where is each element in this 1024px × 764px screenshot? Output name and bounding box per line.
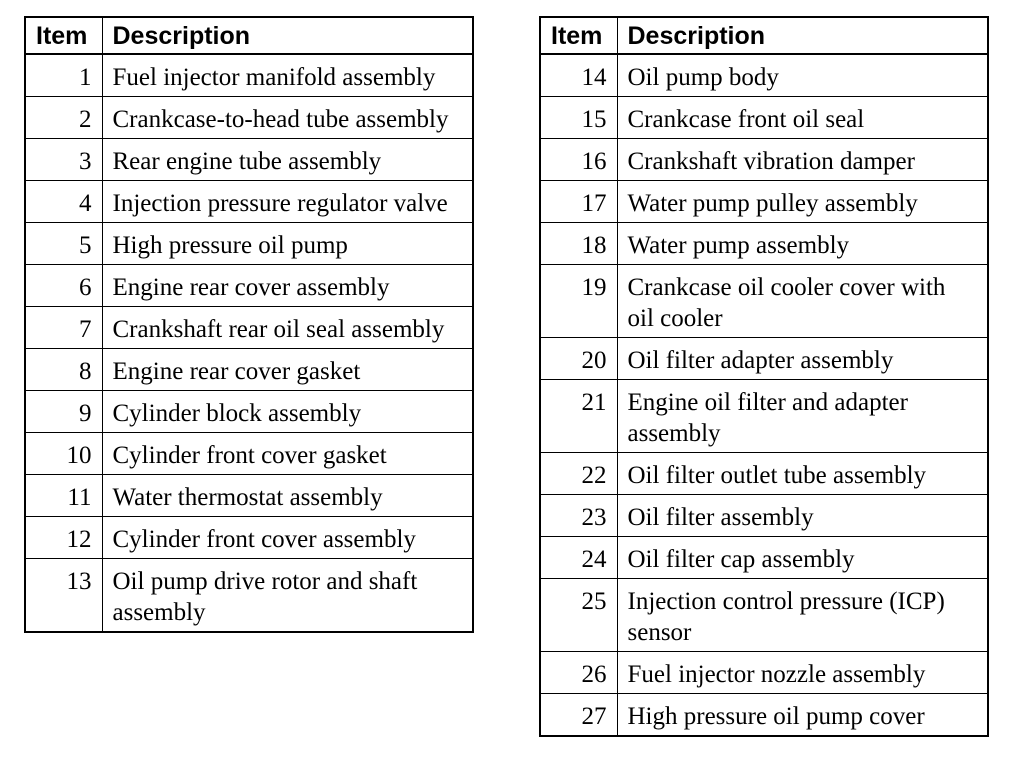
item-number: 16 xyxy=(540,139,617,181)
item-description: Oil filter assembly xyxy=(617,495,988,537)
item-number: 22 xyxy=(540,453,617,495)
table-row xyxy=(540,139,988,181)
item-description: Crankcase oil cooler cover with oil cooler xyxy=(617,265,988,338)
table-row xyxy=(25,181,473,223)
item-description: Crankshaft vibration damper xyxy=(617,139,988,181)
item-number: 3 xyxy=(25,139,102,181)
item-number: 7 xyxy=(25,307,102,349)
item-number: 12 xyxy=(25,517,102,559)
item-description: Oil filter cap assembly xyxy=(617,537,988,579)
header-row xyxy=(540,17,988,54)
item-number: 13 xyxy=(25,559,102,633)
item-description: Engine rear cover gasket xyxy=(102,349,473,391)
item-number: 25 xyxy=(540,579,617,652)
table-row xyxy=(540,338,988,380)
item-number: 6 xyxy=(25,265,102,307)
table-row xyxy=(540,181,988,223)
header-description: Description xyxy=(102,17,473,54)
item-number: 8 xyxy=(25,349,102,391)
header-item: Item xyxy=(540,17,617,54)
item-description: Crankshaft rear oil seal assembly xyxy=(102,307,473,349)
table-row xyxy=(540,223,988,265)
item-description: Engine oil filter and adapter assembly xyxy=(617,380,988,453)
table-row xyxy=(25,54,473,97)
item-description: Rear engine tube assembly xyxy=(102,139,473,181)
header-description: Description xyxy=(617,17,988,54)
item-description: Cylinder block assembly xyxy=(102,391,473,433)
item-description: Fuel injector nozzle assembly xyxy=(617,652,988,694)
item-number: 4 xyxy=(25,181,102,223)
table-row xyxy=(25,307,473,349)
item-description: Crankcase-to-head tube assembly xyxy=(102,97,473,139)
item-number: 19 xyxy=(540,265,617,338)
item-number: 1 xyxy=(25,54,102,97)
table-row xyxy=(540,694,988,737)
table-row xyxy=(25,265,473,307)
table-row xyxy=(25,433,473,475)
table-row xyxy=(25,559,473,633)
table-row xyxy=(540,54,988,97)
item-number: 23 xyxy=(540,495,617,537)
item-description: Water pump pulley assembly xyxy=(617,181,988,223)
table-row xyxy=(540,380,988,453)
table-row xyxy=(25,517,473,559)
table-body-left xyxy=(25,54,473,632)
item-number: 27 xyxy=(540,694,617,737)
table-row xyxy=(540,495,988,537)
table-row xyxy=(25,349,473,391)
table-row xyxy=(540,579,988,652)
item-description: Engine rear cover assembly xyxy=(102,265,473,307)
item-description: Injection pressure regulator valve xyxy=(102,181,473,223)
table-row xyxy=(540,453,988,495)
item-number: 2 xyxy=(25,97,102,139)
item-number: 10 xyxy=(25,433,102,475)
table-row xyxy=(25,223,473,265)
item-description: Oil pump drive rotor and shaft assembly xyxy=(102,559,473,633)
item-number: 11 xyxy=(25,475,102,517)
item-number: 14 xyxy=(540,54,617,97)
table-row xyxy=(540,265,988,338)
table-row xyxy=(25,475,473,517)
table-row xyxy=(25,391,473,433)
item-number: 26 xyxy=(540,652,617,694)
parts-table-right xyxy=(539,16,989,737)
item-number: 15 xyxy=(540,97,617,139)
item-description: Cylinder front cover assembly xyxy=(102,517,473,559)
item-description: Water pump assembly xyxy=(617,223,988,265)
item-number: 17 xyxy=(540,181,617,223)
item-number: 18 xyxy=(540,223,617,265)
item-description: Oil pump body xyxy=(617,54,988,97)
item-number: 20 xyxy=(540,338,617,380)
parts-table-left xyxy=(24,16,474,633)
item-description: Water thermostat assembly xyxy=(102,475,473,517)
table-row xyxy=(540,97,988,139)
item-number: 5 xyxy=(25,223,102,265)
item-description: Crankcase front oil seal xyxy=(617,97,988,139)
header-row xyxy=(25,17,473,54)
table-row xyxy=(25,139,473,181)
item-description: Cylinder front cover gasket xyxy=(102,433,473,475)
item-number: 9 xyxy=(25,391,102,433)
item-description: Oil filter outlet tube assembly xyxy=(617,453,988,495)
table-row xyxy=(540,652,988,694)
item-number: 24 xyxy=(540,537,617,579)
header-item: Item xyxy=(25,17,102,54)
item-description: High pressure oil pump xyxy=(102,223,473,265)
item-description: Injection control pressure (ICP) sensor xyxy=(617,579,988,652)
item-description: High pressure oil pump cover xyxy=(617,694,988,737)
item-number: 21 xyxy=(540,380,617,453)
table-row xyxy=(540,537,988,579)
item-description: Oil filter adapter assembly xyxy=(617,338,988,380)
table-row xyxy=(25,97,473,139)
item-description: Fuel injector manifold assembly xyxy=(102,54,473,97)
table-body-right xyxy=(540,54,988,736)
